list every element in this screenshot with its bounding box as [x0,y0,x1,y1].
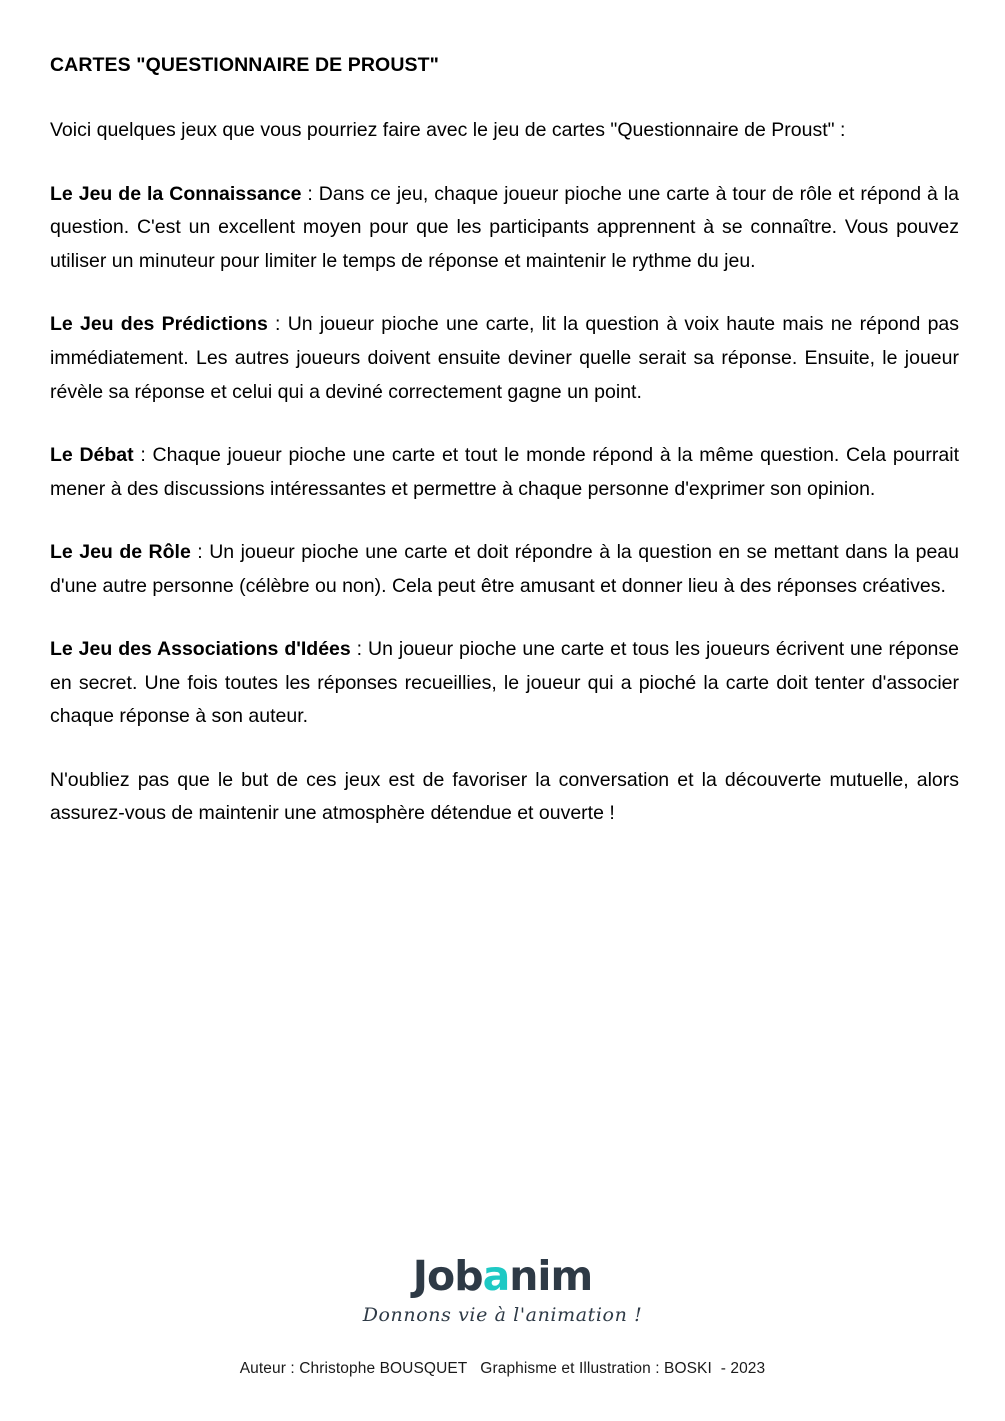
section-body-role: : Un joueur pioche une carte et doit répondre à la question en se mettant dans la peau d'une autre personne (célèbre ou non). Cela peut être amusant et donner lieu à des réponses créatives. [50,541,959,597]
section-paragraph-connaissance [50,178,959,279]
section-paragraph-predictions [50,308,959,409]
intro-paragraph: Voici quelques jeux que vous pourriez faire avec le jeu de cartes "Questionnaire de Proust" : [50,119,846,142]
section-lead-connaissance: Le Jeu de la Connaissance [50,182,302,205]
section-paragraph-debat [50,439,959,506]
section-lead-debat: Le Débat [50,444,134,467]
section-body-associations: : Un joueur pioche une carte et tous les joueurs écrivent une réponse en secret. Une fois toutes les réponses recueillies, le joueur qui a pioché la carte doit tenter d'associer chaque réponse à son auteur. [50,638,959,728]
section-lead-associations: Le Jeu des Associations d'Idées [50,638,351,661]
section-paragraph-associations [50,633,959,734]
logo-accent-letter: a [482,1252,510,1300]
section-body-connaissance: : Dans ce jeu, chaque joueur pioche une carte à tour de rôle et répond à la question. C'est un excellent moyen pour que les participants apprennent à se connaître. Vous pouvez utiliser un minuteur pour limiter le temps de réponse et maintenir le rythme du jeu. [50,182,959,272]
section-body-debat: : Chaque joueur pioche une carte et tout le monde répond à la même question. Cela pourrait mener à des discussions intéressantes et permettre à chaque personne d'exprimer son opinion. [50,444,959,500]
logo-tagline: Donnons vie à l'animation ! [362,1304,643,1326]
outro-paragraph: N'oubliez pas que le but de ces jeux est de favoriser la conversation et la découverte mutuelle, alors assurez-vous de maintenir une atmosphère détendue et ouverte ! [50,768,959,825]
logo-wordmark [0,1252,1005,1300]
section-body-predictions: : Un joueur pioche une carte, lit la question à voix haute mais ne répond pas immédiatement. Les autres joueurs doivent ensuite deviner quelle serait sa réponse. Ensuite, le joueur révèle sa réponse et celui qui a deviné correctement gagne un point. [50,313,960,403]
page-title: CARTES "QUESTIONNAIRE DE PROUST" [50,54,439,76]
logo-part1: Job [412,1252,483,1300]
jobanim-logo [0,1252,1005,1326]
section-paragraph-role [50,536,959,603]
section-lead-role: Le Jeu de Rôle [50,541,191,564]
footer-credits [0,1360,1005,1378]
logo-part2: nim [509,1252,593,1300]
footer-credits-text: Auteur : Christophe BOUSQUET Graphisme et Illustration : BOSKI - 2023 [239,1360,766,1377]
section-lead-predictions: Le Jeu des Prédictions [50,313,268,336]
